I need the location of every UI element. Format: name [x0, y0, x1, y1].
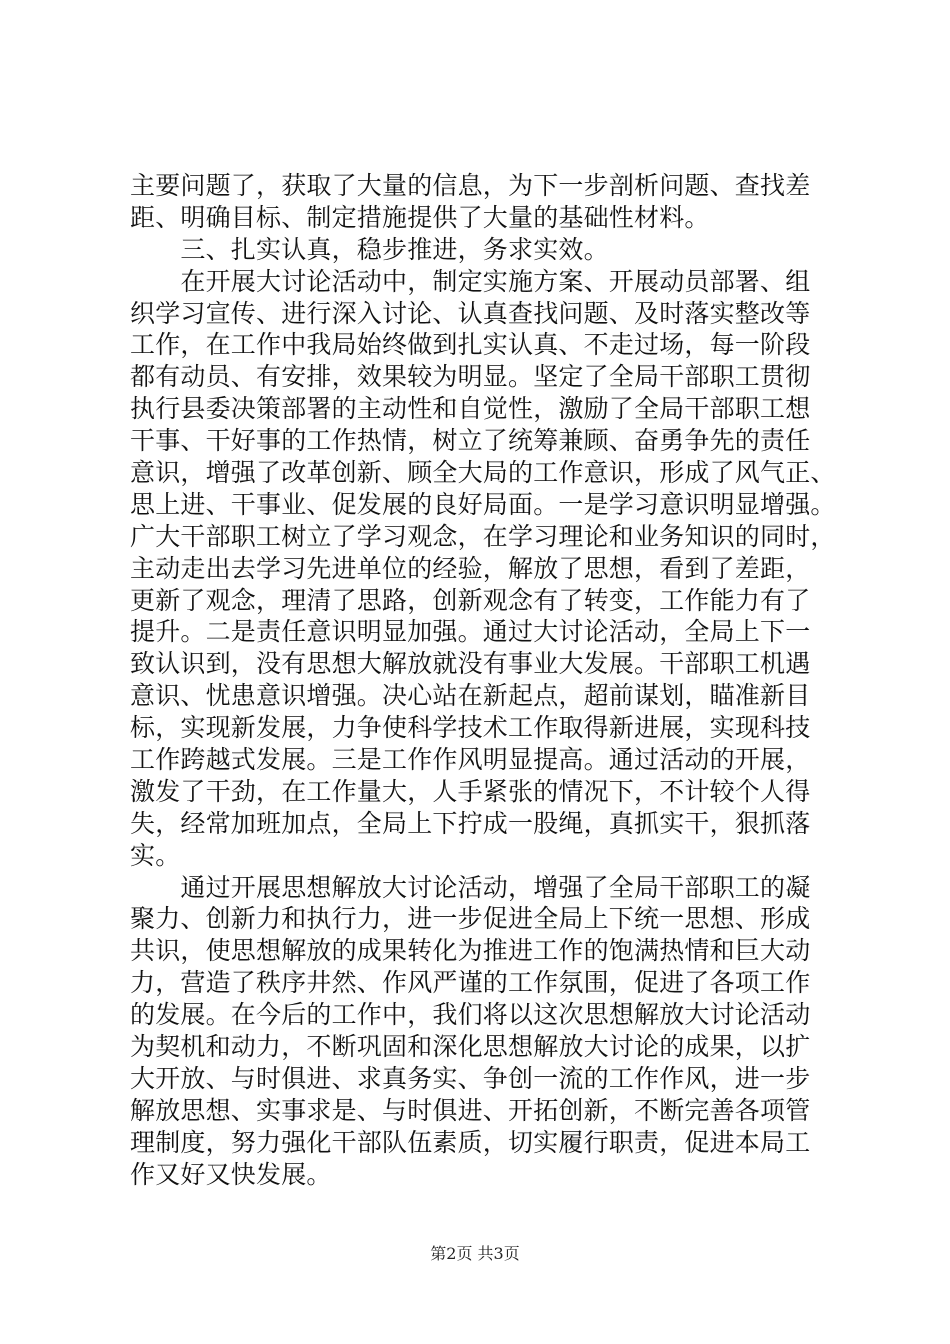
- text-line: 作又好又快发展。: [130, 1159, 332, 1189]
- section-heading: 三、扎实认真，稳步推进，务求实效。: [130, 234, 609, 264]
- text-line: 更新了观念，理清了思路，创新观念有了转变，工作能力有了: [130, 585, 811, 615]
- text-line: 解放思想、实事求是、与时俱进、开拓创新，不断完善各项管: [130, 1095, 811, 1125]
- text-line: 意识，增强了改革创新、顾全大局的工作意识，形成了风气正、: [130, 458, 836, 488]
- text-line: 激发了干劲，在工作量大，人手紧张的情况下，不计较个人得: [130, 776, 811, 806]
- page-footer: 第2页 共3页: [430, 1244, 520, 1263]
- text-line: 标，实现新发展，力争使科学技术工作取得新进展，实现科技: [130, 713, 811, 743]
- text-line: 距、明确目标、制定措施提供了大量的基础性材料。: [130, 202, 710, 232]
- text-line: 织学习宣传、进行深入讨论、认真查找问题、及时落实整改等: [130, 298, 811, 328]
- document-body: [130, 170, 836, 1191]
- text-line: 意识、忧患意识增强。决心站在新起点，超前谋划，瞄准新目: [130, 681, 811, 711]
- text-line: 工作，在工作中我局始终做到扎实认真、不走过场，每一阶段: [130, 330, 811, 360]
- text-line: 的发展。在今后的工作中，我们将以这次思想解放大讨论活动: [130, 1000, 811, 1030]
- text-line: 聚力、创新力和执行力，进一步促进全局上下统一思想、形成: [130, 904, 811, 934]
- text-line: 失，经常加班加点，全局上下拧成一股绳，真抓实干，狠抓落: [130, 808, 811, 838]
- text-line: 大开放、与时俱进、求真务实、争创一流的工作作风，进一步: [130, 1063, 811, 1093]
- text-line: 实。: [130, 840, 181, 870]
- text-line: 提升。二是责任意识明显加强。通过大讨论活动，全局上下一: [130, 617, 811, 647]
- text-line: 理制度，努力强化干部队伍素质，切实履行职责，促进本局工: [130, 1127, 811, 1157]
- text-line: 工作跨越式发展。三是工作作风明显提高。通过活动的开展，: [130, 745, 811, 775]
- text-line: 共识，使思想解放的成果转化为推进工作的饱满热情和巨大动: [130, 936, 811, 966]
- text-line: 干事、干好事的工作热情，树立了统筹兼顾、奋勇争先的责任: [130, 426, 811, 456]
- text-line: 执行县委决策部署的主动性和自觉性，激励了全局干部职工想: [130, 394, 811, 424]
- text-line: 主动走出去学习先进单位的经验，解放了思想，看到了差距，: [130, 553, 811, 583]
- text-line: 思上进、干事业、促发展的良好局面。一是学习意识明显增强。: [130, 489, 836, 519]
- text-line: 为契机和动力，不断巩固和深化思想解放大讨论的成果，以扩: [130, 1032, 811, 1062]
- text-line: 主要问题了，获取了大量的信息，为下一步剖析问题、查找差: [130, 171, 811, 200]
- text-line: 力，营造了秩序井然、作风严谨的工作氛围，促进了各项工作: [130, 968, 811, 998]
- text-line: 都有动员、有安排，效果较为明显。坚定了全局干部职工贯彻: [130, 362, 811, 392]
- text-line: 在开展大讨论活动中，制定实施方案、开展动员部署、组: [130, 266, 811, 296]
- text-line: 通过开展思想解放大讨论活动，增强了全局干部职工的凝: [130, 872, 811, 902]
- text-line: 致认识到，没有思想大解放就没有事业大发展。干部职工机遇: [130, 649, 811, 679]
- text-line: 广大干部职工树立了学习观念，在学习理论和业务知识的同时，: [130, 521, 836, 551]
